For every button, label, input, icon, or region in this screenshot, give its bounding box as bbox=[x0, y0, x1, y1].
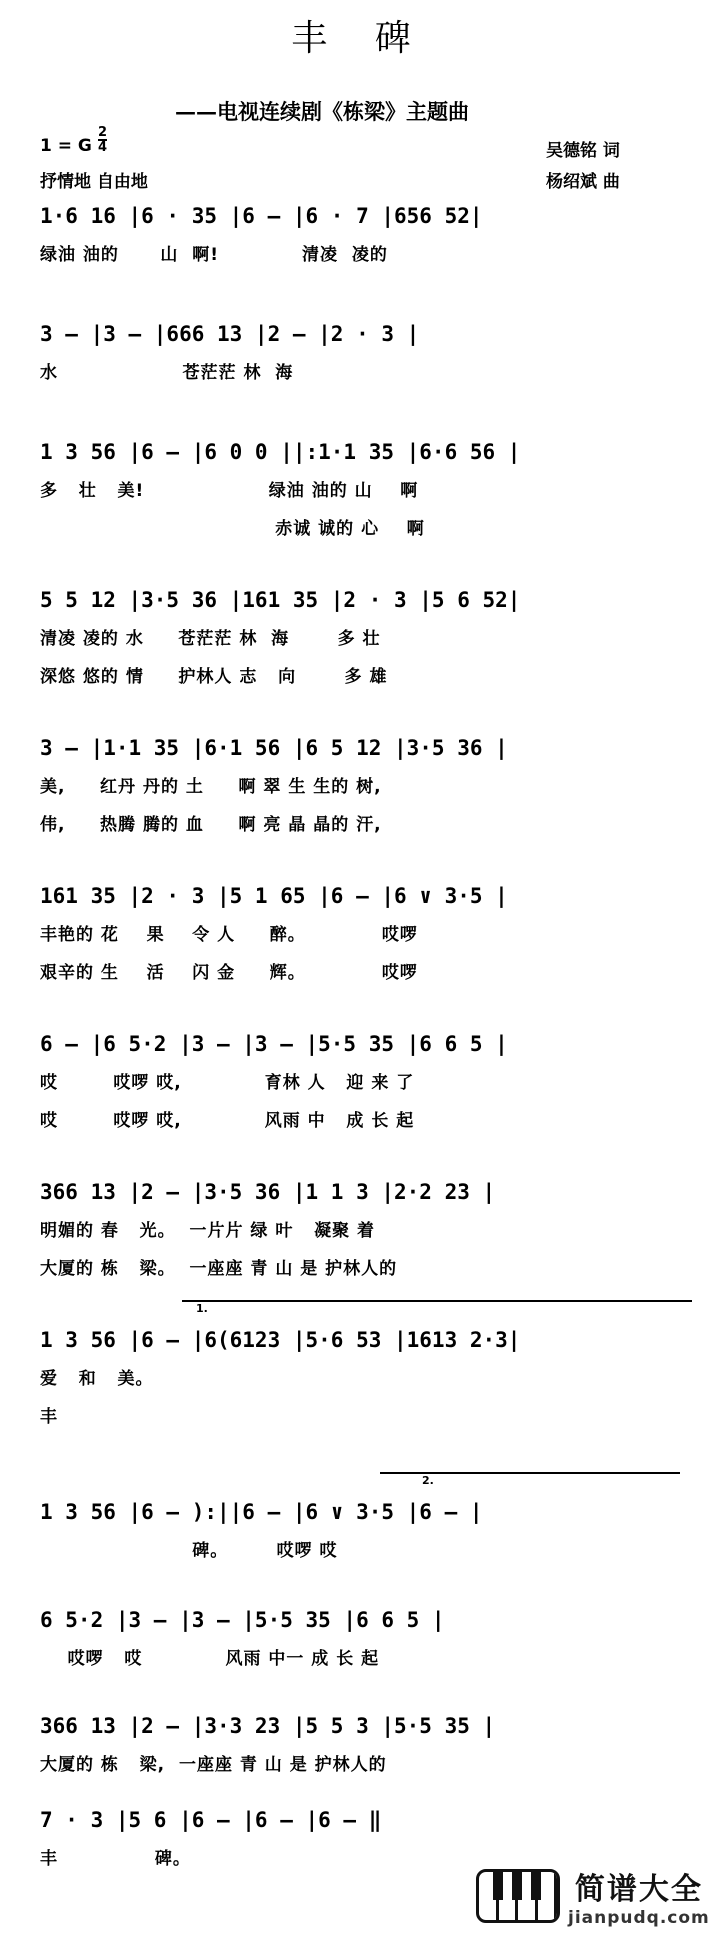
volta-1-label: 1. bbox=[196, 1302, 208, 1315]
lyric-verse-2: 伟, 热腾 腾的 血 啊 亮 晶 晶的 汗, bbox=[40, 815, 382, 835]
lyric-verse-1: 美, 红丹 丹的 土 啊 翠 生 生的 树, bbox=[40, 777, 382, 797]
lyric-verse-1: 多 壮 美! 绿油 油的 山 啊 bbox=[40, 481, 419, 501]
time-signature-bottom: 4 bbox=[98, 140, 108, 155]
notation-line: 6 5·2 |3 — |3 — |5·5 35 |6 6 5 | bbox=[40, 1608, 445, 1632]
lyric-verse-1: 丰 碑。 bbox=[40, 1849, 191, 1869]
lyricist-credit: 吴德铭 词 bbox=[546, 141, 620, 161]
notation-line: 1 3 56 |6 — ):||6 — |6 ∨ 3·5 |6 — | bbox=[40, 1500, 483, 1524]
lyric-verse-1: 哎啰 哎 风雨 中一 成 长 起 bbox=[40, 1649, 380, 1669]
lyric-verse-2: 大厦的 栋 梁。 一座座 青 山 是 护林人的 bbox=[40, 1259, 398, 1279]
watermark-url: jianpudq.com bbox=[568, 1908, 710, 1928]
lyric-verse-1: 爱 和 美。 bbox=[40, 1369, 154, 1389]
notation-line: 1 3 56 |6 — |6 0 0 ||:1·1 35 |6·6 56 | bbox=[40, 440, 521, 464]
lyric-verse-1: 大厦的 栋 梁, 一座座 青 山 是 护林人的 bbox=[40, 1755, 387, 1775]
notation-line: 5 5 12 |3·5 36 |161 35 |2 · 3 |5 6 52| bbox=[40, 588, 521, 612]
notation-line: 3 — |3 — |666 13 |2 — |2 · 3 | bbox=[40, 322, 420, 346]
lyric-verse-1: 水 苍茫茫 林 海 bbox=[40, 363, 294, 383]
lyric-verse-1: 绿油 油的 山 啊! 清凌 凌的 bbox=[40, 245, 388, 265]
time-signature-top: 2 bbox=[98, 125, 108, 140]
lyric-verse-1: 丰艳的 花 果 令 人 醉。 哎啰 bbox=[40, 925, 418, 945]
lyric-verse-2: 哎 哎啰 哎, 风雨 中 成 长 起 bbox=[40, 1111, 415, 1131]
notation-line: 161 35 |2 · 3 |5 1 65 |6 — |6 ∨ 3·5 | bbox=[40, 884, 508, 908]
lyric-verse-1: 碑。 哎啰 哎 bbox=[40, 1541, 338, 1561]
lyric-verse-1: 明媚的 春 光。 一片片 绿 叶 凝聚 着 bbox=[40, 1221, 376, 1241]
lyric-verse-2: 丰 bbox=[40, 1407, 58, 1427]
lyric-verse-2: 深悠 悠的 情 护林人 志 向 多 雄 bbox=[40, 667, 388, 687]
lyric-verse-2: 赤诚 诚的 心 啊 bbox=[40, 519, 425, 539]
site-watermark bbox=[476, 1861, 716, 1931]
time-signature bbox=[98, 126, 107, 154]
tempo-marking: 抒情地 自由地 bbox=[40, 172, 148, 192]
lyric-verse-2: 艰辛的 生 活 闪 金 辉。 哎啰 bbox=[40, 963, 418, 983]
song-title: 丰 碑 bbox=[291, 18, 429, 59]
notation-line: 7 · 3 |5 6 |6 — |6 — |6 — ‖ bbox=[40, 1808, 382, 1832]
song-subtitle: ——电视连续剧《栋梁》主题曲 bbox=[175, 99, 469, 124]
lyric-verse-1: 哎 哎啰 哎, 育林 人 迎 来 了 bbox=[40, 1073, 415, 1093]
notation-line: 3 — |1·1 35 |6·1 56 |6 5 12 |3·5 36 | bbox=[40, 736, 508, 760]
notation-line: 366 13 |2 — |3·3 23 |5 5 3 |5·5 35 | bbox=[40, 1714, 496, 1738]
key-signature: 1 = G bbox=[40, 136, 92, 156]
piano-icon bbox=[476, 1869, 560, 1923]
lyric-verse-1: 清凌 凌的 水 苍茫茫 林 海 多 壮 bbox=[40, 629, 381, 649]
composer-credit: 杨绍斌 曲 bbox=[546, 172, 620, 192]
notation-line: 366 13 |2 — |3·5 36 |1 1 3 |2·2 23 | bbox=[40, 1180, 496, 1204]
notation-line: 1 3 56 |6 — |6(6123 |5·6 53 |1613 2·3| bbox=[40, 1328, 521, 1352]
volta-1-bracket bbox=[182, 1300, 692, 1302]
notation-line: 6 — |6 5·2 |3 — |3 — |5·5 35 |6 6 5 | bbox=[40, 1032, 508, 1056]
watermark-name: 简谱大全 bbox=[574, 1872, 703, 1907]
notation-line: 1·6 16 |6 · 35 |6 — |6 · 7 |656 52| bbox=[40, 204, 483, 228]
volta-2-label: 2. bbox=[422, 1474, 434, 1487]
